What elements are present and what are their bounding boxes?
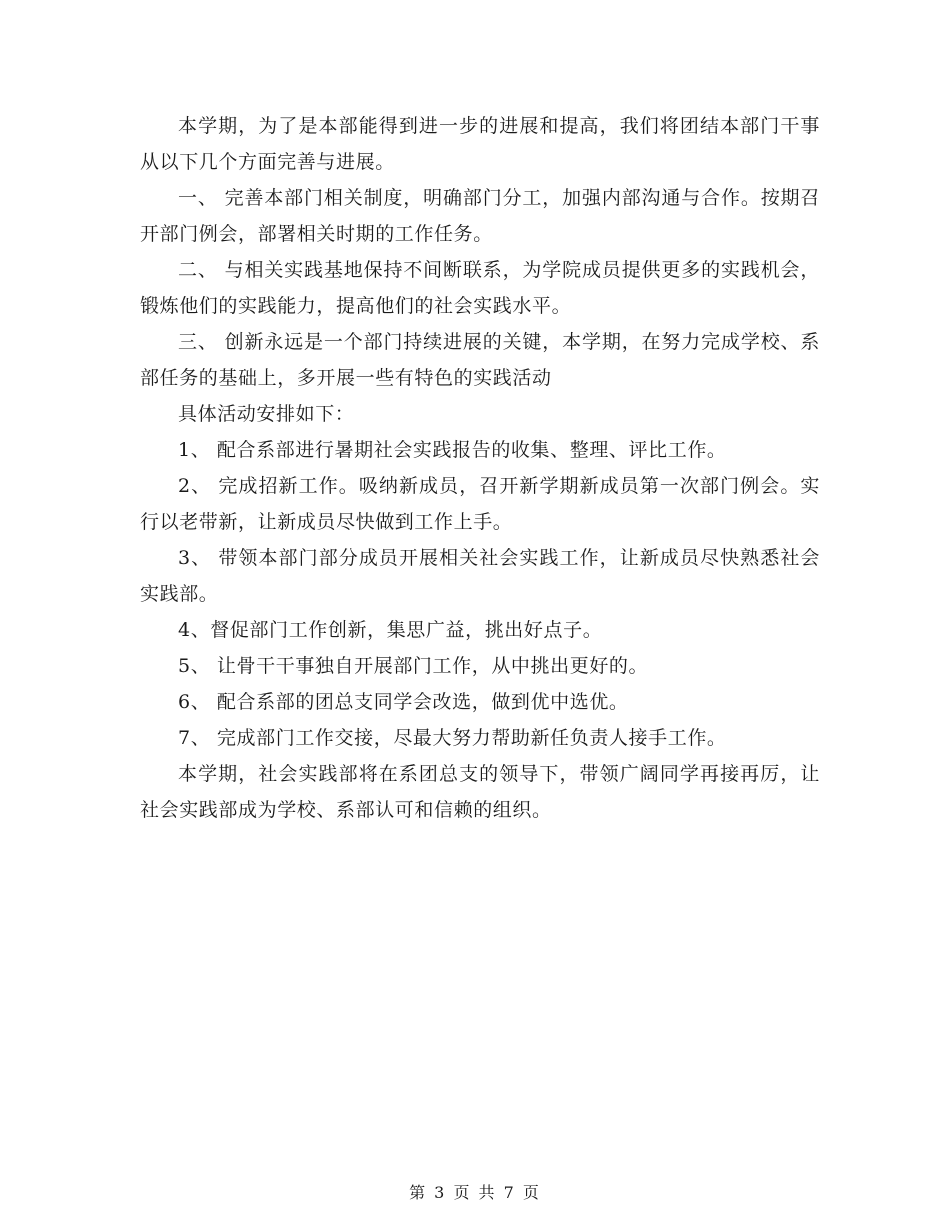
- paragraph-point-3: 三、 创新永远是一个部门持续进展的关键，本学期，在努力完成学校、系部任务的基础上，多开展一些有特色的实践活动: [140, 331, 820, 389]
- list-item-4: 4、督促部门工作创新，集思广益，挑出好点子。: [178, 619, 603, 641]
- list-item-1: 1、 配合系部进行暑期社会实践报告的收集、整理、评比工作。: [178, 439, 727, 461]
- list-item-5: 5、 让骨干干事独自开展部门工作，从中挑出更好的。: [178, 655, 649, 677]
- paragraph-point-1: 一、 完善本部门相关制度，明确部门分工，加强内部沟通与合作。按期召开部门例会，部署相关时期的工作任务。: [140, 187, 820, 245]
- paragraph-schedule-heading: 具体活动安排如下：: [178, 403, 355, 425]
- document-body: [140, 108, 820, 828]
- list-item-7: 7、 完成部门工作交接，尽最大努力帮助新任负责人接手工作。: [178, 727, 727, 749]
- paragraph-point-2: 二、 与相关实践基地保持不间断联系，为学院成员提供更多的实践机会，锻炼他们的实践能力，提高他们的社会实践水平。: [140, 259, 820, 317]
- list-item-3: 3、 带领本部门部分成员开展相关社会实践工作，让新成员尽快熟悉社会实践部。: [140, 547, 820, 605]
- list-item-6: 6、 配合系部的团总支同学会改选，做到优中选优。: [178, 691, 629, 713]
- list-item-2: 2、 完成招新工作。吸纳新成员，召开新学期新成员第一次部门例会。实行以老带新，让新成员尽快做到工作上手。: [140, 475, 820, 533]
- paragraph-conclusion: 本学期，社会实践部将在系团总支的领导下，带领广阔同学再接再厉，让社会实践部成为学校、系部认可和信赖的组织。: [140, 763, 820, 821]
- page-number-footer: 第 3 页 共 7 页: [409, 1183, 541, 1202]
- paragraph-intro: 本学期，为了是本部能得到进一步的进展和提高，我们将团结本部门干事从以下几个方面完善与进展。: [140, 115, 820, 173]
